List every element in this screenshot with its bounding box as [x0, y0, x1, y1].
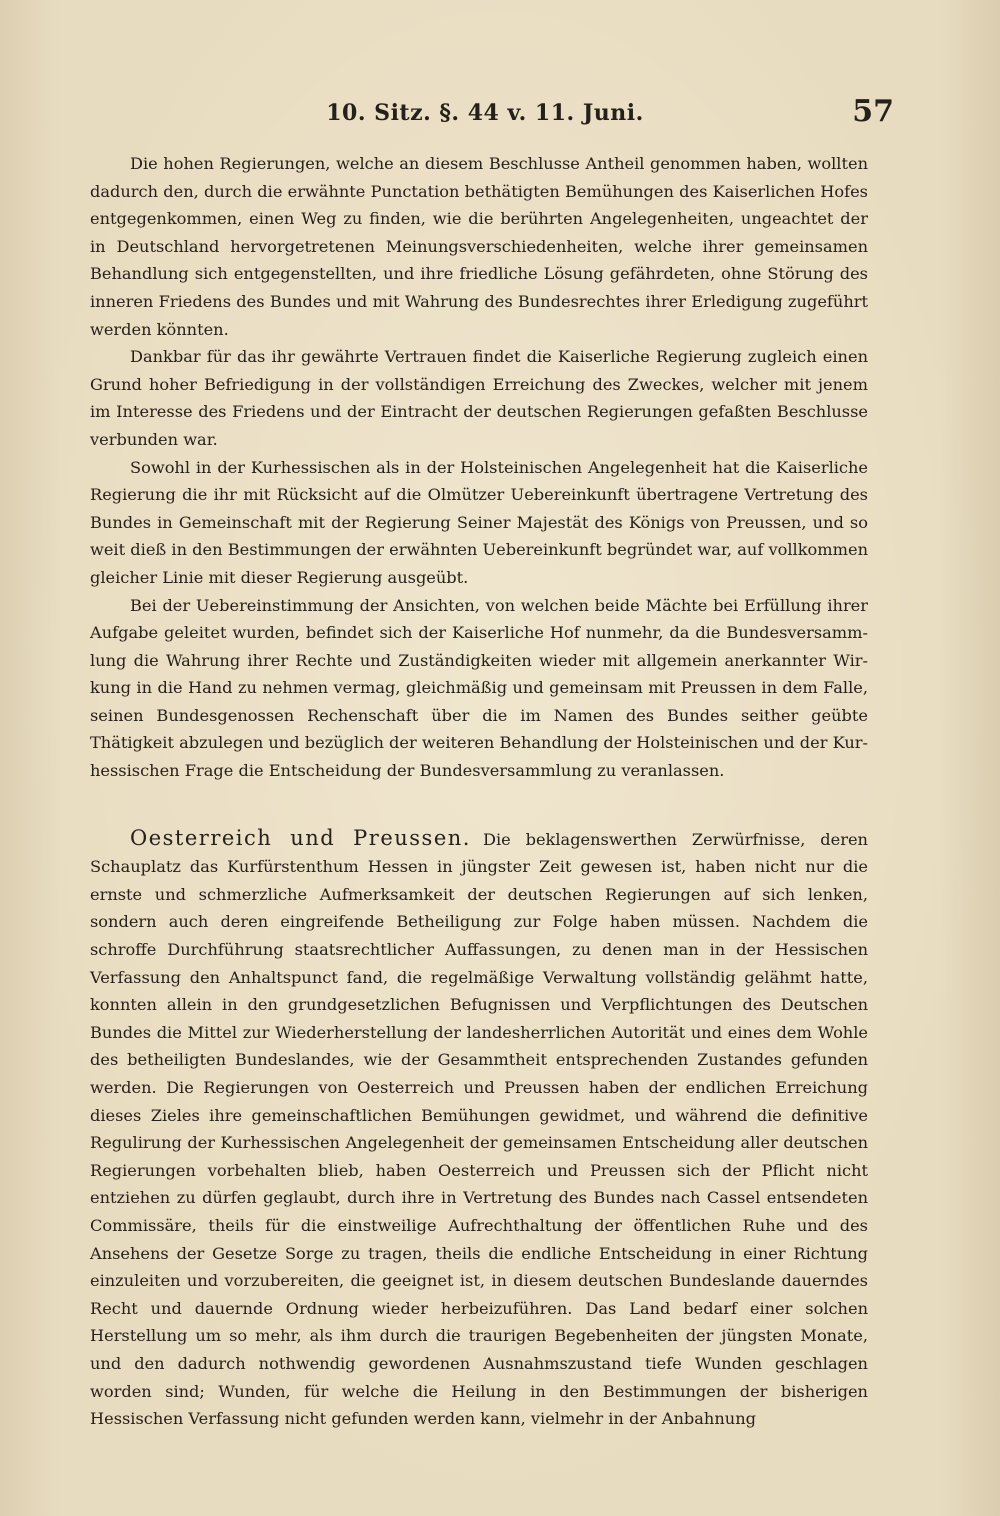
section-text: Die beklagenswerthen Zerwürfnisse, deren Schauplatz das Kurfürstenthum Hessen in jüngster Zeit gewesen ist, haben nicht nur die ernste und schmerzliche Aufmerksamkeit der deutschen Regierungen auf sich lenken, sondern auch deren eingreifende Betheiligung zur Folge haben müssen. Nachdem die schroffe Durchführung staatsrechtlicher Auffassungen, zu denen man in der Hessischen Verfassung den Anhaltspunct fand, die regelmäßige Verwaltung vollständig gelähmt hatte, konnten allein in den grundgesetzlichen Befugnissen und Verpflichtungen des Deutschen Bundes die Mittel zur Wiederherstellung der landesherrlichen Autorität und eines dem Wohle des betheiligten Bundeslandes, wie der Gesammtheit entsprechenden Zustandes gefunden werden. Die Regierungen von Oesterreich und Preussen haben der endlichen Erreichung dieses Zieles ihre gemeinschaftlichen Bemühungen gewidmet, und während die definitive Regulirung der Kurhessischen Angelegenheit der gemeinsamen Entscheidung aller deutschen Regierungen vorbehalten blieb, haben Oesterreich und Preussen sich der Pflicht nicht entziehen zu dürfen geglaubt, durch ihre in Vertretung des Bundes nach Cassel entsendeten Commissäre, theils für die einstweilige Aufrechthaltung der öffentlichen Ruhe und des Ansehens der Gesetze Sorge zu tragen, theils die endliche Entscheidung in einer Richtung einzuleiten und vorzubereiten, die geeignet ist, in diesem deutschen Bundeslande dauerndes Recht und dauernde Ordnung wieder herbeizuführen. Das Land bedarf einer solchen Herstellung um so mehr, als ihm durch die traurigen Begebenheiten der jüngsten Monate, und den dadurch nothwendig gewordenen Ausnahmszustand tiefe Wunden geschlagen worden sind; Wunden, für welche die Heilung in den Bestimmungen der bisherigen Hessischen Verfassung nicht gefunden werden kann, vielmehr in der Anbahnung [90, 829, 868, 1429]
paragraph: Die hohen Regierungen, welche an diesem Beschlusse Antheil genommen haben, wollten dadurch den, durch die erwähnte Punctation bethätigten Bemühungen des Kaiserlichen Hofes entgegenkommen, einen Weg zu finden, wie die berührten Angelegenheiten, ungeachtet der in Deutschland hervorgetretenen Meinungsverschiedenheiten, welche ihrer gemeinsamen Behandlung sich entgegenstellten, und ihre friedliche Lösung gefährdeten, ohne Störung des inneren Friedens des Bundes und mit Wahrung des Bundesrechtes ihrer Erledigung zugeführt werden könnten. [90, 154, 868, 339]
running-head: 10. Sitz. §. 44 v. 11. Juni. [326, 100, 644, 126]
section-title: Oesterreich und Preussen. [130, 825, 471, 850]
paragraph: Dankbar für das ihr gewährte Vertrauen findet die Kaiserliche Regierung zugleich einen Grund hoher Befriedigung in der vollständigen Erreichung des Zweckes, welcher mit jenem im Interesse des Friedens und der Eintracht der deutschen Regierungen gefaßten Beschlusse verbunden war. [90, 347, 868, 449]
page-header [90, 94, 894, 136]
paragraph: Bei der Uebereinstimmung der Ansichten, von welchen beide Mächte bei Erfüllung ihrer Aufgabe geleitet wurden, befindet sich der Kaiserliche Hof nunmehr, da die Bundesversammlung die Wahrung ihrer Rechte und Zuständigkeiten wieder mit allgemein anerkannter Wirkung in die Hand zu nehmen vermag, gleichmäßig und gemeinsam mit Preussen in dem Falle, seinen Bundesgenossen Rechenschaft über die im Namen des Bundes seither geübte Thätigkeit abzulegen und bezüglich der weiteren Behandlung der Holsteinischen und der Kurhessischen Frage die Entscheidung der Bundesversammlung zu veranlassen. [90, 595, 868, 781]
page-number: 57 [852, 94, 894, 129]
section-spacer [90, 785, 868, 825]
section-paragraph [90, 825, 868, 1433]
body-text [90, 150, 868, 1433]
paragraph: Sowohl in der Kurhessischen als in der Holsteinischen Angelegenheit hat die Kaiserliche Regierung die ihr mit Rücksicht auf die Olmützer Uebereinkunft übertragene Vertretung des Bundes in Gemeinschaft mit der Regierung Seiner Majestät des Königs von Preussen, und so weit dieß in den Bestimmungen der erwähnten Uebereinkunft begründet war, auf vollkommen gleicher Linie mit dieser Regierung ausgeübt. [90, 457, 868, 587]
